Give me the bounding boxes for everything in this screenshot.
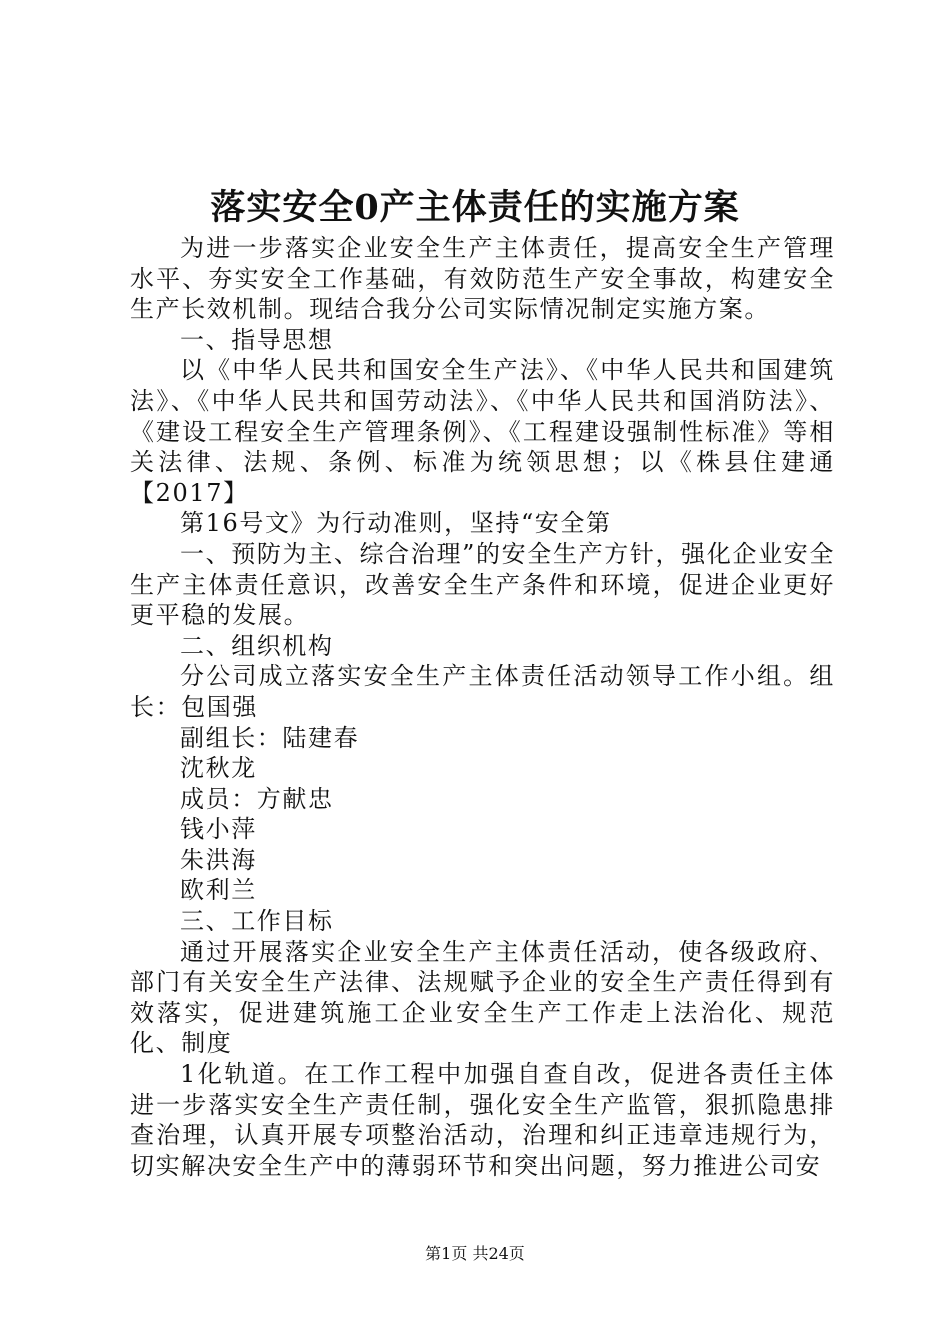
document-title: 落实安全0产主体责任的实施方案 bbox=[210, 187, 740, 228]
section-heading-goals: 三、工作目标 bbox=[180, 907, 334, 936]
section-heading-organization: 二、组织机构 bbox=[180, 631, 334, 660]
page-footer: 第1页 共24页 bbox=[425, 1244, 525, 1263]
paragraph-goals-continued: 1化轨道。在工作工程中加强自查自改，促进各责任主体进一步落实安全生产责任制，强化安全生产监管，狠抓隐患排查治理，认真开展专项整治活动，治理和纠正违章违规行为，切实解决安全生产中的薄弱环节和突出问题，努力推进公司安 bbox=[130, 1060, 835, 1180]
paragraph-member-3: 朱洪海 bbox=[180, 845, 257, 874]
paragraph-members: 成员：方献忠 bbox=[180, 784, 334, 813]
paragraph-deputy-2: 沈秋龙 bbox=[180, 754, 257, 783]
section-heading-guiding-ideology: 一、指导思想 bbox=[180, 325, 334, 354]
paragraph-member-2: 钱小萍 bbox=[180, 815, 257, 844]
paragraph-goals: 通过开展落实企业安全生产主体责任活动，使各级政府、部门有关安全生产法律、法规赋予企业的安全生产责任得到有效落实，促进建筑施工企业安全生产工作走上法治化、规范化、制度 bbox=[130, 937, 835, 1058]
paragraph-leader: 分公司成立落实安全生产主体责任活动领导工作小组。组长：包国强 bbox=[130, 662, 835, 721]
paragraph-member-4: 欧利兰 bbox=[180, 876, 257, 905]
paragraph-laws: 以《中华人民共和国安全生产法》、《中华人民共和国建筑法》、《中华人民共和国劳动法》、《中华人民共和国消防法》、《建设工程安全生产管理条例》、《工程建设强制性标准》等相关法律、法规、条例、标准为统领思想；以《株县住建通【2017】 bbox=[130, 356, 835, 507]
paragraph-policy: 一、预防为主、综合治理”的安全生产方针，强化企业安全生产主体责任意识，改善安全生产条件和环境，促进企业更好更平稳的发展。 bbox=[130, 539, 835, 630]
document-body bbox=[130, 233, 835, 1181]
paragraph-intro: 为进一步落实企业安全生产主体责任，提高安全生产管理水平、夯实安全工作基础，有效防范生产安全事故，构建安全生产长效机制。现结合我分公司实际情况制定实施方案。 bbox=[130, 234, 835, 324]
paragraph-principle: 第16号文》为行动准则，坚持“安全第 bbox=[180, 509, 612, 538]
paragraph-deputy: 副组长：陆建春 bbox=[180, 723, 360, 752]
